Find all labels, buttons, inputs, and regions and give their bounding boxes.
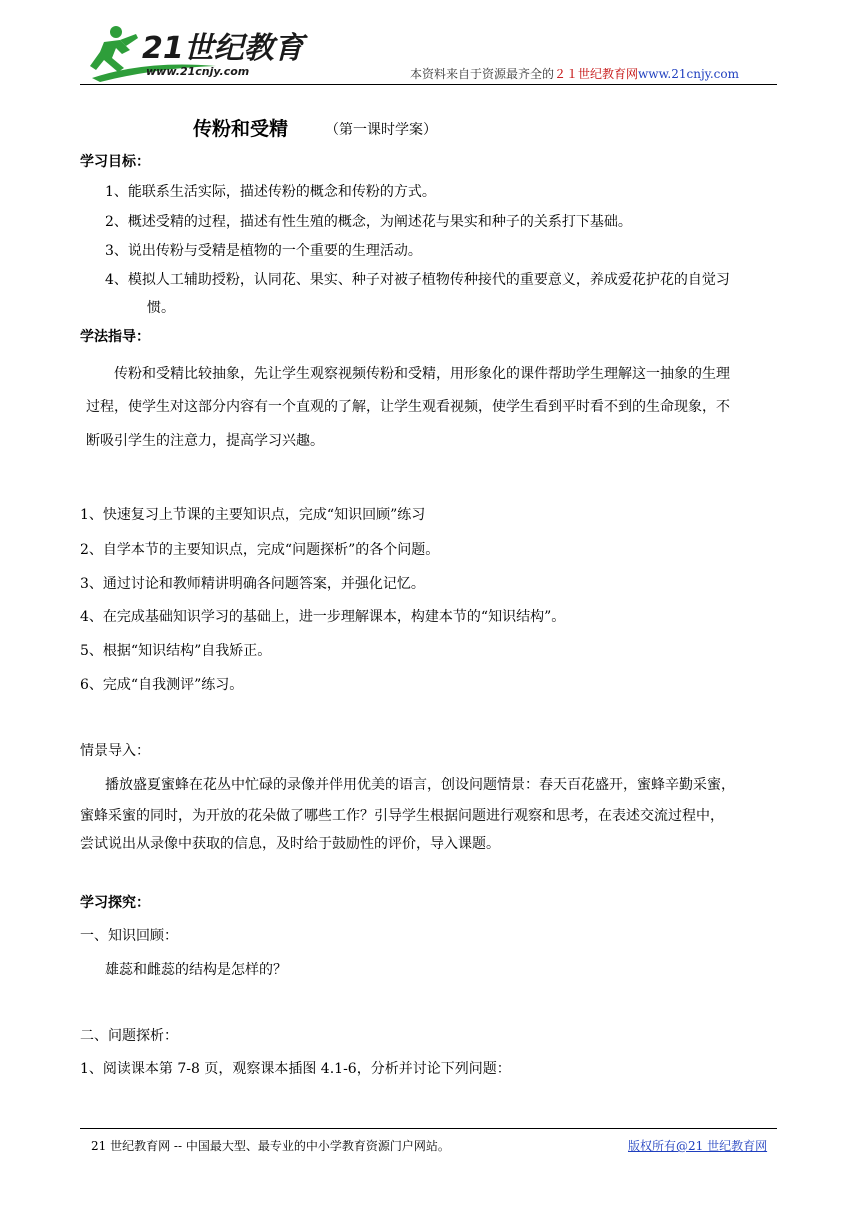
goal-item: 3、说出传粉与受精是植物的一个重要的生理活动。 — [105, 243, 422, 259]
step-item: 2、自学本节的主要知识点，完成“问题探析”的各个问题。 — [80, 542, 440, 558]
header-note-url[interactable]: www.21cnjy.com — [638, 67, 739, 81]
intro-line: 播放盛夏蜜蜂在花丛中忙碌的录像并伴用优美的语言，创设问题情景：春天百花盛开，蜜蜂辛勤采蜜， — [105, 777, 735, 793]
step-item: 5、根据“知识结构”自我矫正。 — [80, 643, 272, 659]
header-note — [410, 66, 739, 82]
intro-line: 蜜蜂采蜜的同时，为开放的花朵做了哪些工作？引导学生根据问题进行观察和思考，在表述交流过程中， — [80, 808, 724, 824]
header-note-highlight: ２１世纪教育网 — [554, 67, 639, 81]
review-question: 雄蕊和雌蕊的结构是怎样的？ — [105, 962, 287, 978]
explore-heading: 学习探究： — [80, 895, 150, 911]
review-heading: 一、知识回顾： — [80, 928, 178, 944]
goals-heading: 学习目标： — [80, 154, 150, 170]
header-note-prefix: 本资料来自于资源最齐全的 — [410, 67, 555, 81]
goal-item: 1、能联系生活实际，描述传粉的概念和传粉的方式。 — [105, 184, 436, 200]
footer-text: 21 世纪教育网 -- 中国最大型、最专业的中小学教育资源门户网站。 — [91, 1139, 450, 1153]
site-logo[interactable] — [86, 20, 304, 84]
page-subtitle: （第一课时学案） — [325, 122, 437, 138]
runner-logo-icon — [86, 20, 304, 84]
intro-line: 尝试说出从录像中获取的信息，及时给于鼓励性的评价，导入课题。 — [80, 836, 500, 852]
guide-heading: 学法指导： — [80, 329, 150, 345]
intro-heading: 情景导入： — [80, 743, 150, 759]
goal-item-continued: 惯。 — [147, 300, 175, 316]
page-title: 传粉和受精 — [193, 118, 289, 140]
goal-item: 4、模拟人工辅助授粉，认同花、果实、种子对被子植物传种接代的重要意义，养成爱花护花的自觉习 — [105, 272, 730, 288]
footer-copyright-link[interactable]: 版权所有@21 世纪教育网 — [628, 1139, 768, 1153]
guide-line: 断吸引学生的注意力，提高学习兴趣。 — [86, 433, 324, 449]
logo-text: 21世纪教育 — [142, 31, 304, 66]
analysis-heading: 二、问题探析： — [80, 1028, 178, 1044]
guide-line: 传粉和受精比较抽象，先让学生观察视频传粉和受精，用形象化的课件帮助学生理解这一抽象的生理 — [114, 366, 730, 382]
step-item: 6、完成“自我测评”练习。 — [80, 677, 244, 693]
step-item: 3、通过讨论和教师精讲明确各问题答案，并强化记忆。 — [80, 576, 425, 592]
footer-divider — [80, 1128, 777, 1129]
analysis-item: 1、阅读课本第 7-8 页，观察课本插图 4.1-6，分析并讨论下列问题： — [80, 1061, 511, 1077]
header-divider — [80, 84, 777, 85]
logo-url: www.21cnjy.com — [146, 65, 250, 78]
step-item: 4、在完成基础知识学习的基础上，进一步理解课本，构建本节的“知识结构”。 — [80, 609, 566, 625]
step-item: 1、快速复习上节课的主要知识点，完成“知识回顾”练习 — [80, 507, 426, 523]
guide-line: 过程，使学生对这部分内容有一个直观的了解，让学生观看视频，使学生看到平时看不到的生命现象，不 — [86, 399, 730, 415]
goal-item: 2、概述受精的过程，描述有性生殖的概念，为阐述花与果实和种子的关系打下基础。 — [105, 214, 632, 230]
